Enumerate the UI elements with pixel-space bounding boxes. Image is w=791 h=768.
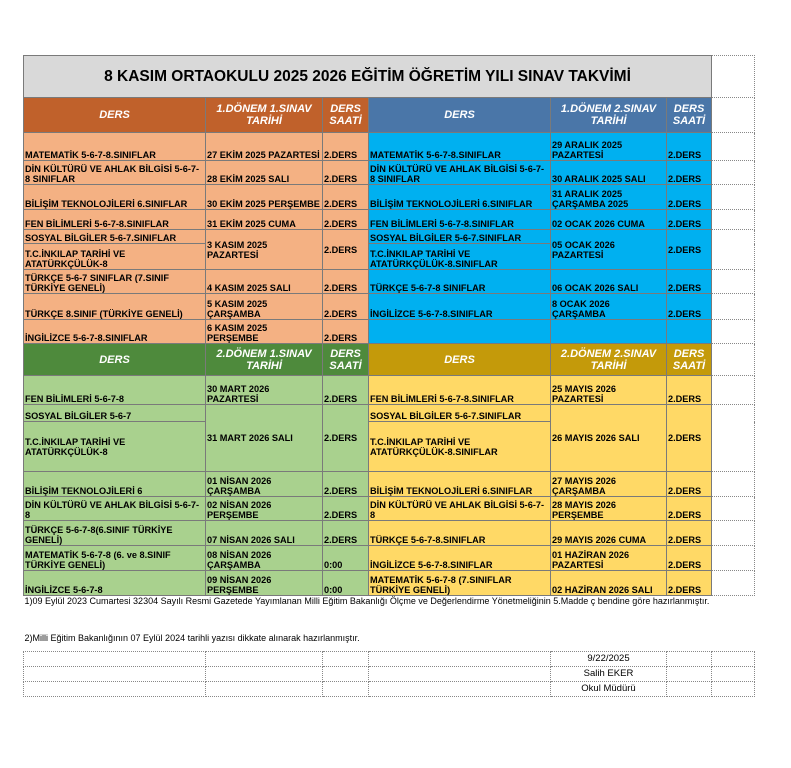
tarih-cell: 28 MAYIS 2026 PERŞEMBE — [551, 497, 667, 521]
tarih-cell: 29 MAYIS 2026 CUMA — [551, 521, 667, 546]
saat-cell: 2.DERS — [323, 472, 369, 497]
header-donem2-sinav1: 2.DÖNEM 1.SINAV TARİHİ — [206, 344, 323, 376]
empty-cell — [24, 652, 206, 667]
empty-cell — [323, 682, 369, 697]
header-ders: DERS — [369, 98, 551, 133]
empty-cell — [712, 133, 755, 161]
empty-cell — [667, 652, 712, 667]
empty-cell — [712, 376, 755, 405]
saat-cell: 2.DERS — [667, 376, 712, 405]
empty-cell — [667, 667, 712, 682]
saat-cell: 2.DERS — [323, 185, 369, 210]
header-donem1-sinav1: 1.DÖNEM 1.SINAV TARİHİ — [206, 98, 323, 133]
saat-cell: 2.DERS — [667, 294, 712, 320]
tarih-cell: 01 HAZİRAN 2026 PAZARTESİ — [551, 546, 667, 571]
saat-cell: 2.DERS — [323, 497, 369, 521]
empty-cell — [24, 667, 206, 682]
signature-date: 9/22/2025 — [551, 652, 667, 667]
saat-cell: 2.DERS — [667, 521, 712, 546]
header-saat: DERS SAATİ — [667, 344, 712, 376]
empty-cell — [369, 652, 551, 667]
empty-cell — [712, 56, 755, 98]
empty-cell — [206, 652, 323, 667]
signature-title: Okul Müdürü — [551, 682, 667, 697]
empty-cell — [206, 682, 323, 697]
tarih-cell: 27 MAYIS 2026 ÇARŞAMBA — [551, 472, 667, 497]
ders-cell: TÜRKÇE 5-6-7 SINIFLAR (7.SINIF TÜRKİYE GENELİ) — [24, 270, 206, 294]
empty-cell — [206, 667, 323, 682]
saat-cell: 2.DERS — [667, 571, 712, 596]
ders-cell: TÜRKÇE 8.SINIF (TÜRKİYE GENELİ) — [24, 294, 206, 320]
page-title: 8 KASIM ORTAOKULU 2025 2026 EĞİTİM ÖĞRETİM YILI SINAV TAKVİMİ — [24, 56, 712, 98]
ders-cell: MATEMATİK 5-6-7-8.SINIFLAR — [369, 133, 551, 161]
tarih-cell: 02 NİSAN 2026 PERŞEMBE — [206, 497, 323, 521]
header-ders: DERS — [369, 344, 551, 376]
ders-cell: SOSYAL BİLGİLER 5-6-7.SINIFLAR — [369, 405, 551, 422]
ders-cell: SOSYAL BİLGİLER 5-6-7.SINIFLAR — [369, 230, 551, 244]
empty-cell — [712, 652, 755, 667]
tarih-cell: 05 OCAK 2026 PAZARTESİ — [551, 230, 667, 270]
saat-cell: 2.DERS — [323, 210, 369, 230]
empty-cell — [712, 320, 755, 344]
ders-cell: MATEMATİK 5-6-7-8.SINIFLAR — [24, 133, 206, 161]
tarih-cell: 30 ARALIK 2025 SALI — [551, 161, 667, 185]
saat-cell: 2.DERS — [667, 497, 712, 521]
empty-cell — [667, 682, 712, 697]
tarih-cell: 31 ARALIK 2025 ÇARŞAMBA 2025 — [551, 185, 667, 210]
ders-cell: FEN BİLİMLERİ 5-6-7-8.SINIFLAR — [24, 210, 206, 230]
header-donem2-sinav2: 2.DÖNEM 2.SINAV TARİHİ — [551, 344, 667, 376]
empty-cell — [369, 320, 551, 344]
tarih-cell: 08 NİSAN 2026 ÇARŞAMBA — [206, 546, 323, 571]
empty-cell — [712, 667, 755, 682]
ders-cell: BİLİŞİM TEKNOLOJİLERİ 6 — [24, 472, 206, 497]
exam-schedule-table — [23, 55, 755, 697]
footnote-1: 1)09 Eylül 2023 Cumartesi 32304 Sayılı Resmi Gazetede Yayımlanan Milli Eğitim Bakanlığı Ölçme ve Değerlendirme Yönetmeliğinin 5.Madde ç bendine göre hazırlanmıştır. — [24, 596, 710, 606]
empty-cell — [712, 521, 755, 546]
empty-cell — [323, 667, 369, 682]
ders-cell: FEN BİLİMLERİ 5-6-7-8.SINIFLAR — [369, 210, 551, 230]
signature-name: Salih EKER — [551, 667, 667, 682]
ders-cell: TÜRKÇE 5-6-7-8.SINIFLAR — [369, 521, 551, 546]
ders-cell: DİN KÜLTÜRÜ VE AHLAK BİLGİSİ 5-6-7-8 SINIFLAR — [24, 161, 206, 185]
ders-cell: İNGİLİZCE 5-6-7-8.SINIFLAR — [369, 546, 551, 571]
saat-cell: 2.DERS — [323, 230, 369, 270]
header-ders: DERS — [24, 344, 206, 376]
empty-cell — [712, 270, 755, 294]
saat-cell: 2.DERS — [323, 133, 369, 161]
tarih-cell: 02 HAZİRAN 2026 SALI — [551, 571, 667, 596]
tarih-cell: 31 MART 2026 SALI — [206, 405, 323, 472]
ders-cell: DİN KÜLTÜRÜ VE AHLAK BİLGİSİ 5-6-7-8 SINIFLAR — [369, 161, 551, 185]
tarih-cell: 25 MAYIS 2026 PAZARTESİ — [551, 376, 667, 405]
saat-cell: 2.DERS — [323, 320, 369, 344]
ders-cell: BİLİŞİM TEKNOLOJİLERİ 6.SINIFLAR — [24, 185, 206, 210]
empty-cell — [24, 682, 206, 697]
tarih-cell: 26 MAYIS 2026 SALI — [551, 405, 667, 472]
ders-cell: T.C.İNKILAP TARİHİ VE ATATÜRKÇÜLÜK-8.SINIFLAR — [369, 244, 551, 270]
ders-cell: MATEMATİK 5-6-7-8 (6. ve 8.SINIF TÜRKİYE GENELİ) — [24, 546, 206, 571]
empty-cell — [712, 682, 755, 697]
tarih-cell: 27 EKİM 2025 PAZARTESİ — [206, 133, 323, 161]
tarih-cell: 09 NİSAN 2026 PERŞEMBE — [206, 571, 323, 596]
header-ders: DERS — [24, 98, 206, 133]
ders-cell: DİN KÜLTÜRÜ VE AHLAK BİLGİSİ 5-6-7-8 — [24, 497, 206, 521]
empty-cell — [369, 682, 551, 697]
saat-cell: 2.DERS — [667, 472, 712, 497]
saat-cell: 2.DERS — [667, 405, 712, 472]
saat-cell: 2.DERS — [323, 376, 369, 405]
ders-cell: T.C.İNKILAP TARİHİ VE ATATÜRKÇÜLÜK-8.SINIFLAR — [369, 422, 551, 472]
tarih-cell: 07 NİSAN 2026 SALI — [206, 521, 323, 546]
saat-cell: 2.DERS — [323, 161, 369, 185]
ders-cell: MATEMATİK 5-6-7-8 (7.SINIFLAR TÜRKİYE GENELİ) — [369, 571, 551, 596]
header-saat: DERS SAATİ — [667, 98, 712, 133]
ders-cell: BİLİŞİM TEKNOLOJİLERİ 6.SINIFLAR — [369, 472, 551, 497]
tarih-cell: 8 OCAK 2026 ÇARŞAMBA — [551, 294, 667, 320]
tarih-cell: 30 EKİM 2025 PERŞEMBE — [206, 185, 323, 210]
saat-cell: 2.DERS — [667, 133, 712, 161]
empty-cell — [712, 546, 755, 571]
saat-cell: 0:00 — [323, 571, 369, 596]
ders-cell: İNGİLİZCE 5-6-7-8.SINIFLAR — [369, 294, 551, 320]
ders-cell: FEN BİLİMLERİ 5-6-7-8 — [24, 376, 206, 405]
tarih-cell: 06 OCAK 2026 SALI — [551, 270, 667, 294]
header-donem1-sinav2: 1.DÖNEM 2.SINAV TARİHİ — [551, 98, 667, 133]
ders-cell: DİN KÜLTÜRÜ VE AHLAK BİLGİSİ 5-6-7-8 — [369, 497, 551, 521]
saat-cell: 2.DERS — [323, 405, 369, 472]
ders-cell: T.C.İNKILAP TARİHİ VE ATATÜRKÇÜLÜK-8 — [24, 244, 206, 270]
tarih-cell: 31 EKİM 2025 CUMA — [206, 210, 323, 230]
empty-cell — [712, 472, 755, 497]
empty-cell — [551, 320, 667, 344]
ders-cell: İNGİLİZCE 5-6-7-8.SINIFLAR — [24, 320, 206, 344]
saat-cell: 2.DERS — [667, 270, 712, 294]
ders-cell: İNGİLİZCE 5-6-7-8 — [24, 571, 206, 596]
saat-cell: 2.DERS — [667, 546, 712, 571]
tarih-cell: 01 NİSAN 2026 ÇARŞAMBA — [206, 472, 323, 497]
header-saat: DERS SAATİ — [323, 344, 369, 376]
tarih-cell: 6 KASIM 2025 PERŞEMBE — [206, 320, 323, 344]
footnote-2: 2)Milli Eğitim Bakanlığının 07 Eylül 2024 tarihli yazısı dikkate alınarak hazırlanmıştır. — [24, 632, 360, 643]
ders-cell: TÜRKÇE 5-6-7-8(6.SINIF TÜRKİYE GENELİ) — [24, 521, 206, 546]
ders-cell: TÜRKÇE 5-6-7-8 SINIFLAR — [369, 270, 551, 294]
ders-cell: SOSYAL BİLGİLER 5-6-7 — [24, 405, 206, 422]
saat-cell: 2.DERS — [667, 230, 712, 270]
empty-cell — [712, 571, 755, 596]
tarih-cell: 4 KASIM 2025 SALI — [206, 270, 323, 294]
tarih-cell: 5 KASIM 2025 ÇARŞAMBA — [206, 294, 323, 320]
tarih-cell: 29 ARALIK 2025 PAZARTESİ — [551, 133, 667, 161]
empty-cell — [667, 320, 712, 344]
header-saat: DERS SAATİ — [323, 98, 369, 133]
tarih-cell: 30 MART 2026 PAZARTESİ — [206, 376, 323, 405]
empty-cell — [369, 667, 551, 682]
saat-cell: 0:00 — [323, 546, 369, 571]
tarih-cell: 02 OCAK 2026 CUMA — [551, 210, 667, 230]
empty-cell — [712, 98, 755, 133]
saat-cell: 2.DERS — [323, 294, 369, 320]
ders-cell: FEN BİLİMLERİ 5-6-7-8.SINIFLAR — [369, 376, 551, 405]
empty-cell — [712, 161, 755, 185]
empty-cell — [712, 294, 755, 320]
empty-cell — [712, 210, 755, 230]
saat-cell: 2.DERS — [323, 270, 369, 294]
empty-cell — [712, 344, 755, 376]
ders-cell: SOSYAL BİLGİLER 5-6-7.SINIFLAR — [24, 230, 206, 244]
empty-cell — [712, 230, 755, 270]
saat-cell: 2.DERS — [667, 210, 712, 230]
tarih-cell: 28 EKİM 2025 SALI — [206, 161, 323, 185]
saat-cell: 2.DERS — [323, 521, 369, 546]
saat-cell: 2.DERS — [667, 161, 712, 185]
ders-cell: T.C.İNKILAP TARİHİ VE ATATÜRKÇÜLÜK-8 — [24, 422, 206, 472]
empty-cell — [712, 405, 755, 472]
empty-cell — [323, 652, 369, 667]
empty-cell — [712, 497, 755, 521]
saat-cell: 2.DERS — [667, 185, 712, 210]
ders-cell: BİLİŞİM TEKNOLOJİLERİ 6.SINIFLAR — [369, 185, 551, 210]
tarih-cell: 3 KASIM 2025 PAZARTESİ — [206, 230, 323, 270]
empty-cell — [712, 185, 755, 210]
